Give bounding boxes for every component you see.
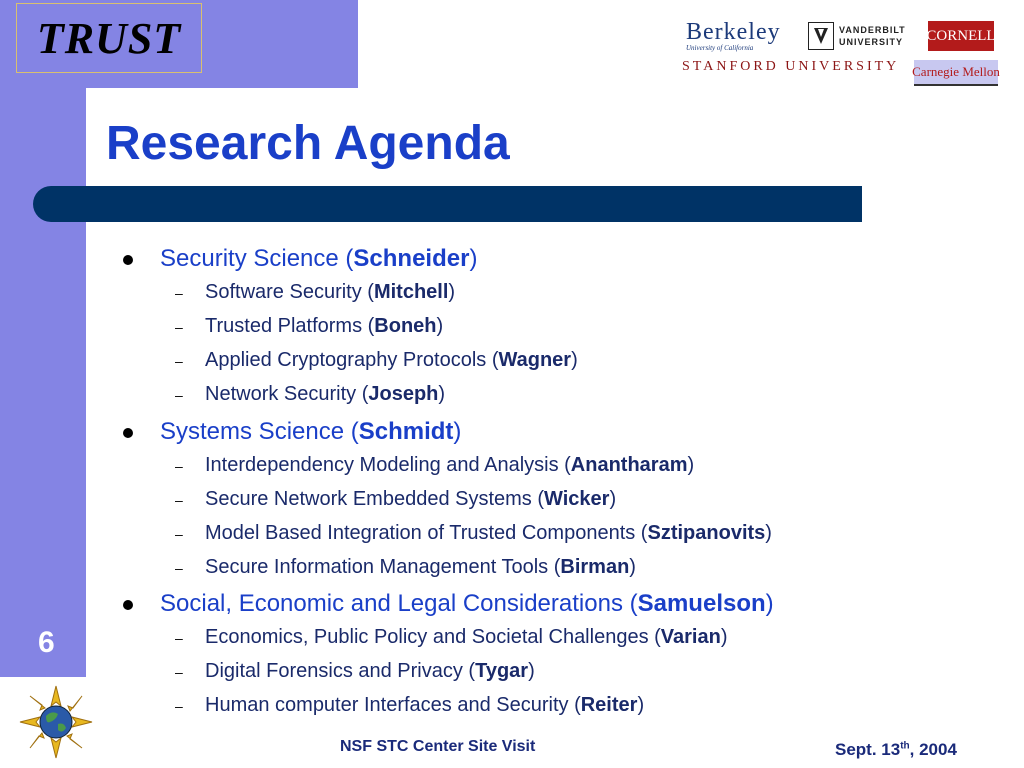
agenda-subitem xyxy=(205,281,455,304)
subitem-lead: Wagner xyxy=(498,349,572,371)
subitem-label: Secure Network Embedded Systems ( xyxy=(205,488,545,510)
subitem-label: Trusted Platforms ( xyxy=(205,315,375,337)
page-title: Research Agenda xyxy=(106,117,510,170)
bullet-dot-icon xyxy=(123,600,133,610)
title-underline-bar xyxy=(33,186,862,222)
agenda-section xyxy=(160,245,477,273)
subitem-tail: ) xyxy=(629,556,636,578)
vanderbilt-shield-icon xyxy=(808,22,834,50)
dash-marker-icon: – xyxy=(175,458,183,474)
berkeley-subtitle: University of California xyxy=(686,44,754,52)
dash-marker-icon: – xyxy=(175,630,183,646)
section-tail: ) xyxy=(469,245,478,272)
subitem-label: Model Based Integration of Trusted Components ( xyxy=(205,522,648,544)
agenda-subitem xyxy=(205,488,616,511)
agenda-subitem xyxy=(205,522,772,545)
subitem-tail: ) xyxy=(438,383,446,405)
section-label: Security Science ( xyxy=(160,245,354,272)
footer-date-suffix: , 2004 xyxy=(909,740,957,759)
subitem-lead: Sztipanovits xyxy=(647,522,766,544)
bullet-dot-icon xyxy=(123,255,133,265)
dash-marker-icon: – xyxy=(175,387,183,403)
subitem-lead: Boneh xyxy=(374,315,437,337)
cmu-name: Carnegie Mellon xyxy=(912,64,1000,79)
subitem-tail: ) xyxy=(571,349,578,371)
dash-marker-icon: – xyxy=(175,492,183,508)
berkeley-logo xyxy=(686,19,781,52)
subitem-label: Human computer Interfaces and Security ( xyxy=(205,694,581,716)
subitem-label: Network Security ( xyxy=(205,383,369,405)
subitem-label: Secure Information Management Tools ( xyxy=(205,556,561,578)
footer-date-sup: th xyxy=(900,740,910,752)
footer-date xyxy=(835,740,957,760)
subitem-lead: Varian xyxy=(660,626,721,648)
dash-marker-icon: – xyxy=(175,560,183,576)
agenda-subitem xyxy=(205,626,728,649)
dash-marker-icon: – xyxy=(175,526,183,542)
footer-center-text: NSF STC Center Site Visit xyxy=(340,738,536,755)
subitem-tail: ) xyxy=(609,488,617,510)
dash-marker-icon: – xyxy=(175,664,183,680)
brand-text: TRUST xyxy=(36,13,182,63)
section-label: Systems Science ( xyxy=(160,418,359,445)
dash-marker-icon: – xyxy=(175,285,183,301)
bullet-dot-icon xyxy=(123,428,133,438)
cornell-name: CORNELL xyxy=(926,27,996,44)
vanderbilt-line1: VANDERBILT xyxy=(839,25,906,35)
section-label: Social, Economic and Legal Considerations ( xyxy=(160,590,638,617)
subitem-label: Economics, Public Policy and Societal Challenges ( xyxy=(205,626,661,648)
section-lead: Schneider xyxy=(353,245,470,272)
agenda-subitem xyxy=(205,556,636,579)
subitem-tail: ) xyxy=(436,315,444,337)
agenda-subitem xyxy=(205,315,443,338)
globe-sun-icon xyxy=(18,684,94,760)
subitem-lead: Tygar xyxy=(475,660,529,682)
subitem-tail: ) xyxy=(687,454,695,476)
subitem-lead: Mitchell xyxy=(373,281,449,303)
subitem-label: Interdependency Modeling and Analysis ( xyxy=(205,454,571,476)
agenda-subitem xyxy=(205,349,578,372)
agenda-section xyxy=(160,590,774,618)
subitem-lead: Anantharam xyxy=(570,454,688,476)
subitem-lead: Birman xyxy=(560,556,630,578)
agenda-subitem xyxy=(205,694,644,717)
university-logos xyxy=(680,14,1000,90)
subitem-label: Software Security ( xyxy=(205,281,374,303)
subitem-tail: ) xyxy=(765,522,772,544)
cornell-logo xyxy=(928,21,994,51)
subitem-tail: ) xyxy=(720,626,728,648)
dash-marker-icon: – xyxy=(175,319,183,335)
agenda-subitem xyxy=(205,454,694,477)
dash-marker-icon: – xyxy=(175,698,183,714)
vanderbilt-line2: UNIVERSITY xyxy=(839,37,904,47)
subitem-tail: ) xyxy=(637,694,645,716)
cmu-logo xyxy=(914,60,998,86)
section-tail: ) xyxy=(765,590,774,617)
slide-number: 6 xyxy=(38,626,55,659)
berkeley-name: Berkeley xyxy=(686,19,781,45)
left-band xyxy=(0,0,86,677)
agenda-subitem xyxy=(205,660,535,683)
agenda-subitem xyxy=(205,383,445,406)
trust-logo xyxy=(16,3,202,73)
subitem-tail: ) xyxy=(528,660,535,682)
dash-marker-icon: – xyxy=(175,353,183,369)
section-lead: Samuelson xyxy=(637,590,766,617)
footer-date-prefix: Sept. 13 xyxy=(835,740,901,759)
section-lead: Schmidt xyxy=(358,418,454,445)
vanderbilt-logo xyxy=(808,22,906,50)
subitem-lead: Joseph xyxy=(368,383,439,405)
subitem-lead: Reiter xyxy=(580,694,638,716)
subitem-label: Applied Cryptography Protocols ( xyxy=(205,349,499,371)
subitem-lead: Wicker xyxy=(544,488,610,510)
subitem-label: Digital Forensics and Privacy ( xyxy=(205,660,476,682)
agenda-section xyxy=(160,418,461,446)
subitem-tail: ) xyxy=(448,281,456,303)
stanford-logo: STANFORD UNIVERSITY xyxy=(682,59,900,74)
section-tail: ) xyxy=(453,418,462,445)
